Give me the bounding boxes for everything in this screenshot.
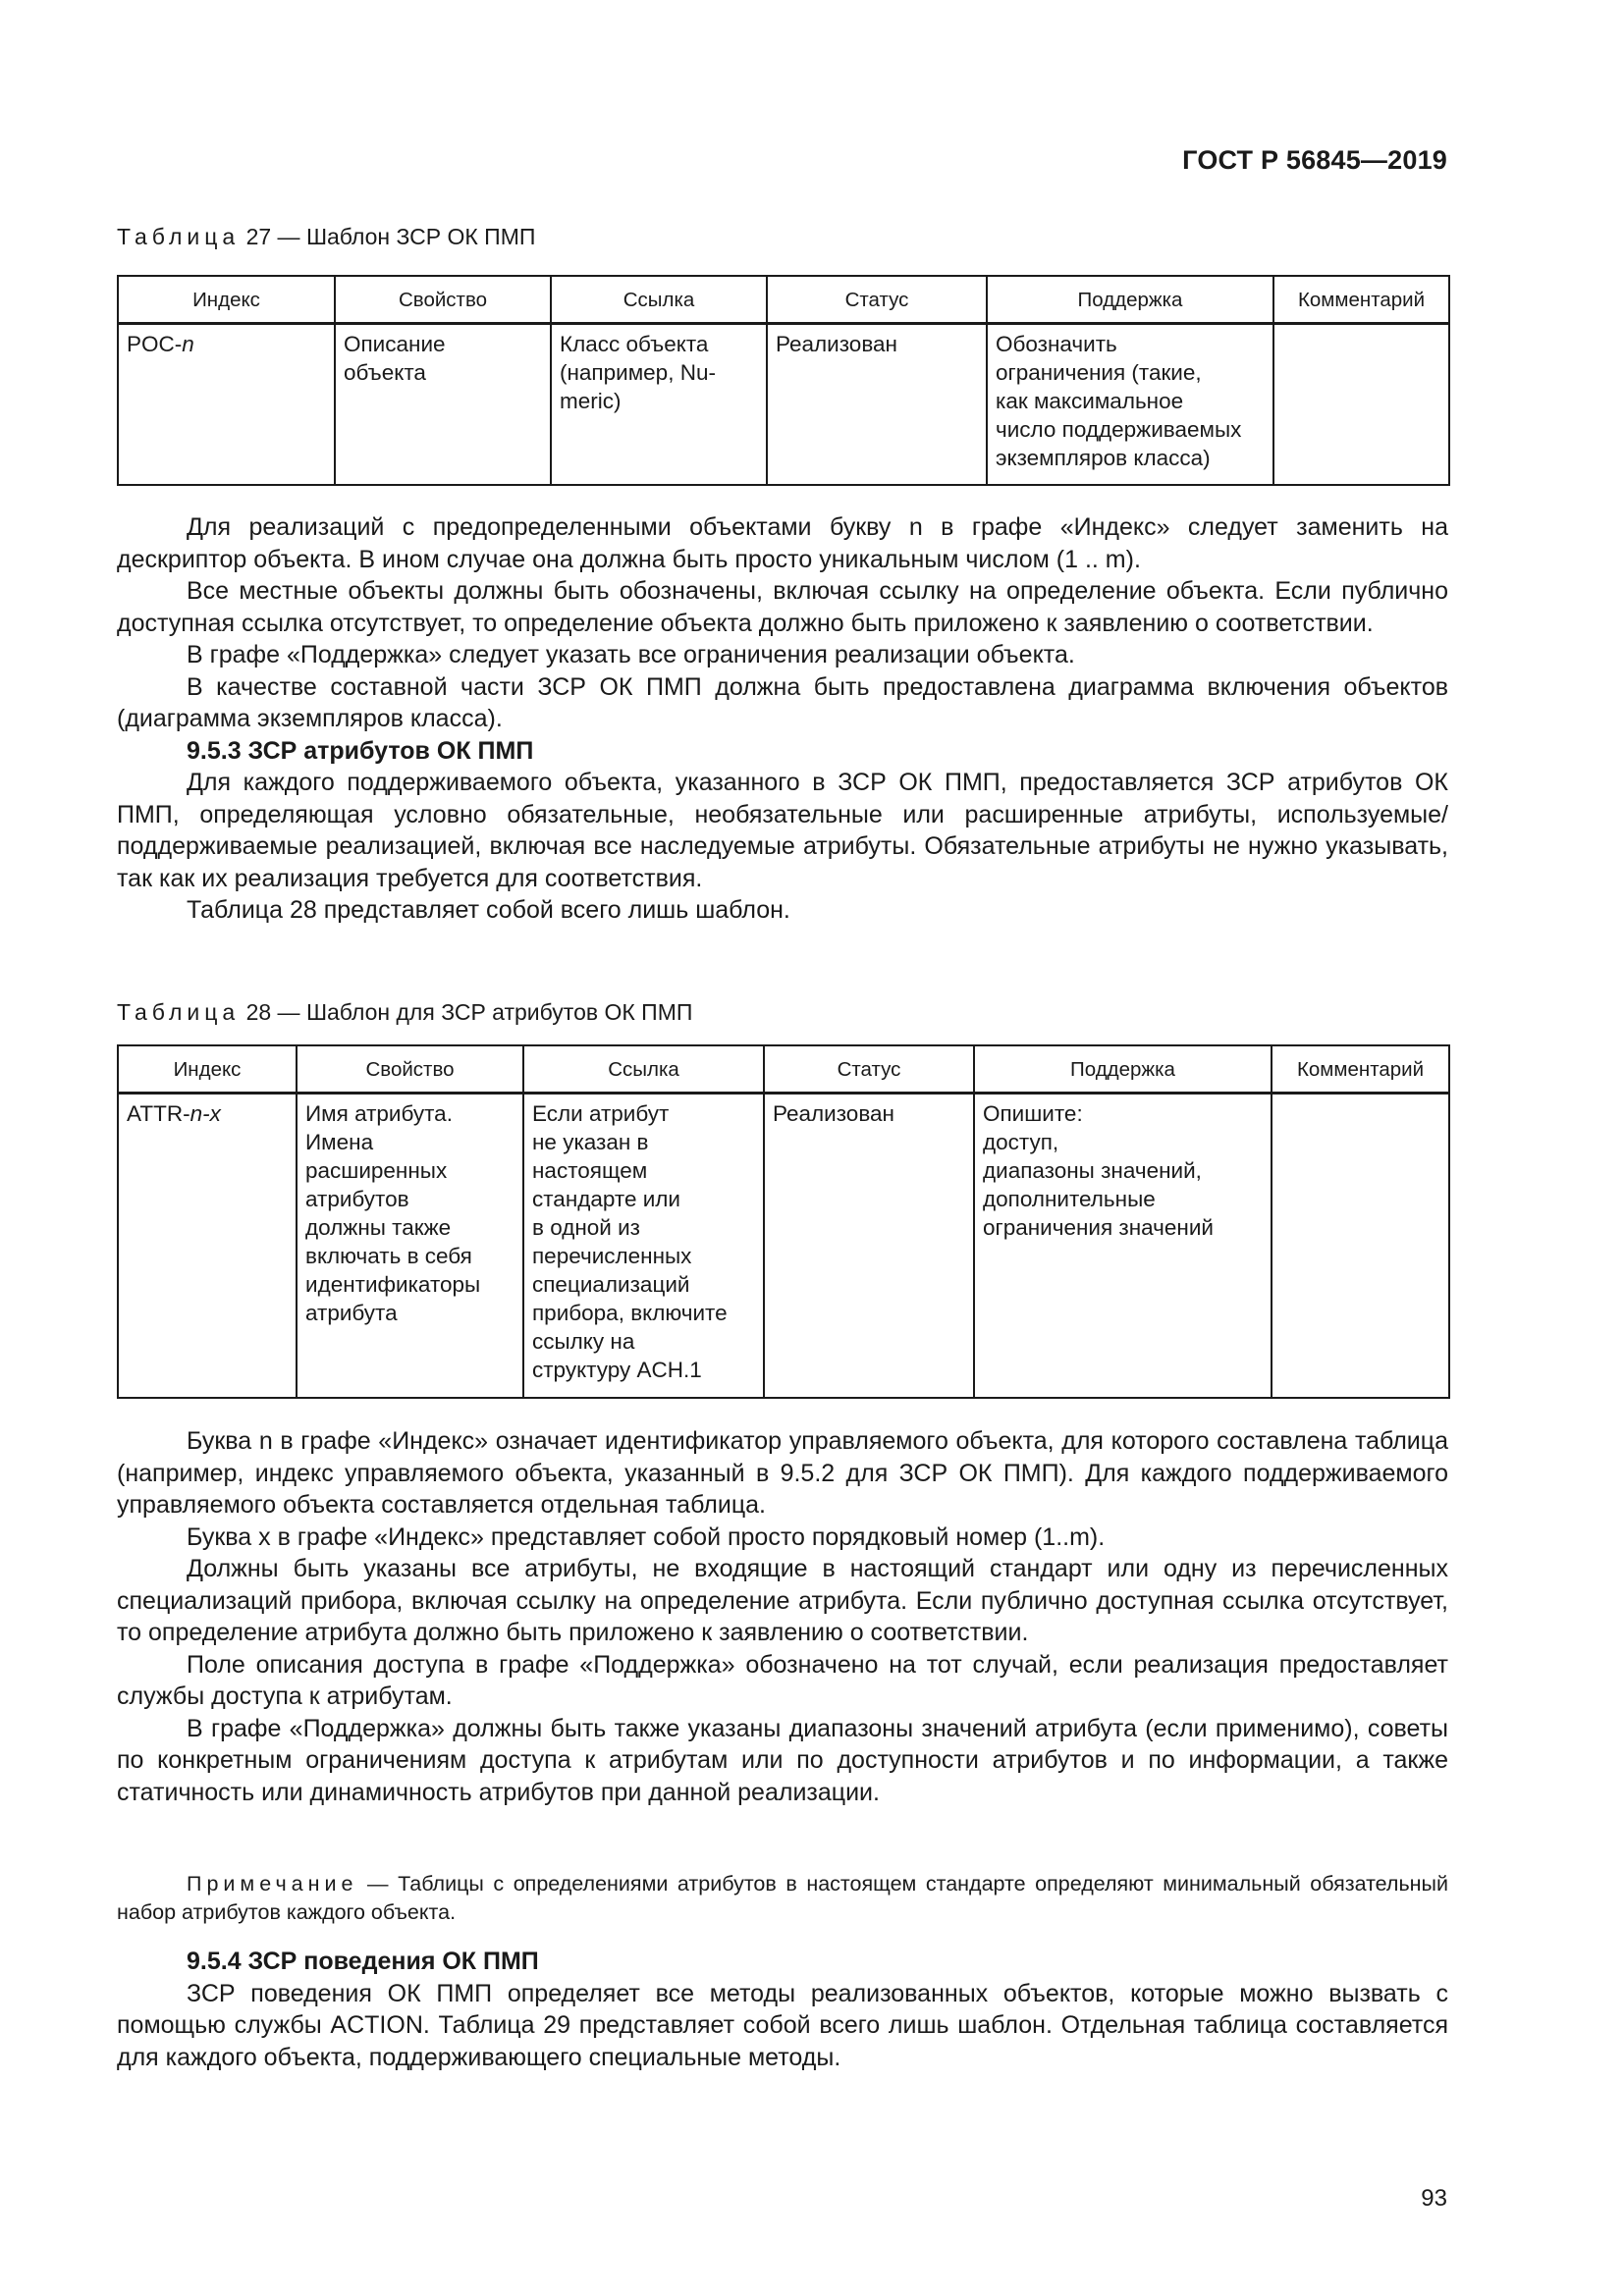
cell-line: Опишите: <box>983 1101 1083 1126</box>
cell-line: стандарте или <box>532 1187 680 1211</box>
cell-line: должны также <box>305 1215 452 1240</box>
section-heading-954: 9.5.4 ЗСР поведения ОК ПМП <box>187 1948 539 1975</box>
cell-line: не указан в <box>532 1130 649 1154</box>
cell-line: ограничения значений <box>983 1215 1214 1240</box>
paragraph: В графе «Поддержка» следует указать все ограничения реализации объекта. <box>187 641 1075 668</box>
cell-line: дополнительные <box>983 1187 1156 1211</box>
cell-line: meric) <box>560 389 622 413</box>
cell-line: Обозначить <box>996 332 1117 356</box>
cell-line: Имена <box>305 1130 374 1154</box>
table28-cell-property <box>297 1094 523 1398</box>
table28-cell-status: Реализован <box>764 1094 974 1398</box>
table28-cell-comment <box>1272 1094 1449 1398</box>
cell-line: прибора, включите <box>532 1301 728 1325</box>
paragraph: ЗСР поведения ОК ПМП определяет все методы реализованных объектов, которые можно вызвать с помощью службы ACTION. Таблица 29 представляет собой всего лишь шаблон. Отдельная таблица составляется для каждого объекта, поддерживающего специальные методы. <box>117 1979 1448 2071</box>
table27-col-reference: Ссылка <box>551 276 767 324</box>
note-lead: Примечание <box>187 1872 358 1896</box>
table28-header-row <box>118 1045 1449 1094</box>
table27-col-status: Статус <box>767 276 987 324</box>
paragraph: В качестве составной части ЗСР ОК ПМП должна быть предоставлена диаграмма включения объектов (диаграмма экземпляров класса). <box>117 672 1448 732</box>
paragraph: Все местные объекты должны быть обозначены, включая ссылку на определение объекта. Если публично доступная ссылка отсутствует, то определение объекта должно быть приложено к заявлению о соответствии. <box>117 577 1448 637</box>
table28-cell-support <box>974 1094 1272 1398</box>
table27 <box>117 275 1450 486</box>
table27-index-var: n <box>182 332 194 356</box>
section-heading-953: 9.5.3 ЗСР атрибутов ОК ПМП <box>187 736 534 765</box>
cell-line: доступ, <box>983 1130 1059 1154</box>
table28-col-index: Индекс <box>118 1045 297 1094</box>
cell-line: Описание <box>344 332 446 356</box>
cell-line: атрибута <box>305 1301 398 1325</box>
table28-col-status: Статус <box>764 1045 974 1094</box>
table27-col-comment: Комментарий <box>1273 276 1449 324</box>
note <box>117 1870 1448 1927</box>
table27-index-prefix: POC- <box>127 332 183 356</box>
table28-cell-reference <box>523 1094 764 1398</box>
cell-line: Класс объекта <box>560 332 709 356</box>
body-block-1 <box>117 511 1448 927</box>
table-row <box>118 324 1449 485</box>
table27-caption-lead: Таблица <box>117 224 241 249</box>
table28-col-reference: Ссылка <box>523 1045 764 1094</box>
body-block-2 <box>117 1425 1448 1808</box>
table-row <box>118 1094 1449 1398</box>
cell-line: число поддерживаемых <box>996 417 1242 442</box>
table28-col-support: Поддержка <box>974 1045 1272 1094</box>
paragraph: Таблица 28 представляет собой всего лишь шаблон. <box>187 896 790 924</box>
cell-line: в одной из <box>532 1215 640 1240</box>
table28-index-var: n-x <box>189 1101 221 1126</box>
document-id: ГОСТ Р 56845—2019 <box>1182 145 1447 175</box>
page-number: 93 <box>1421 2185 1447 2212</box>
cell-line: перечисленных <box>532 1244 692 1268</box>
paragraph: Для реализаций с предопределенными объектами букву n в графе «Индекс» следует заменить на дескриптор объекта. В ином случае она должна быть просто уникальным числом (1 .. m). <box>117 513 1448 573</box>
cell-line: как максимальное <box>996 389 1184 413</box>
table27-cell-support <box>987 324 1273 485</box>
cell-line: расширенных <box>305 1158 448 1183</box>
table27-header-row <box>118 276 1449 324</box>
table27-cell-reference <box>551 324 767 485</box>
table27-caption-title: 27 — Шаблон ЗСР ОК ПМП <box>240 224 536 249</box>
table27-cell-status: Реализован <box>767 324 987 485</box>
cell-line: ограничения (такие, <box>996 360 1202 385</box>
table28-caption <box>117 999 692 1026</box>
table28-index-prefix: ATTR- <box>127 1101 190 1126</box>
table27-col-index: Индекс <box>118 276 335 324</box>
cell-line: объекта <box>344 360 426 385</box>
cell-line: структуру ACH.1 <box>532 1358 702 1382</box>
table28-col-property: Свойство <box>297 1045 523 1094</box>
paragraph: Для каждого поддерживаемого объекта, указанного в ЗСР ОК ПМП, предоставляется ЗСР атрибутов ОК ПМП, определяющая условно обязательные, необязательные или расширенные атрибуты, используемые/поддерживаемые реализацией, включая все наследуемые атрибуты. Обязательные атрибуты не нужно указывать, так как их реализация требуется для соответствия. <box>117 769 1448 892</box>
table27-cell-comment <box>1273 324 1449 485</box>
cell-line: Если атрибут <box>532 1101 670 1126</box>
table27-cell-property <box>335 324 551 485</box>
cell-line: включать в себя <box>305 1244 472 1268</box>
cell-line: специализаций <box>532 1272 690 1297</box>
cell-line: атрибутов <box>305 1187 409 1211</box>
cell-line: экземпляров класса) <box>996 446 1211 470</box>
cell-line: диапазоны значений, <box>983 1158 1202 1183</box>
table27-col-property: Свойство <box>335 276 551 324</box>
paragraph: Поле описания доступа в графе «Поддержка» обозначено на тот случай, если реализация предоставляет службы доступа к атрибутам. <box>117 1650 1448 1710</box>
paragraph: Буква x в графе «Индекс» представляет собой просто порядковый номер (1..m). <box>187 1522 1106 1551</box>
cell-line: настоящем <box>532 1158 648 1183</box>
note-text: — Таблицы с определениями атрибутов в настоящем стандарте определяют минимальный обязательный набор атрибутов каждого объекта. <box>117 1872 1448 1924</box>
table28-col-comment: Комментарий <box>1272 1045 1449 1094</box>
cell-line: ссылку на <box>532 1329 635 1354</box>
table28-caption-title: 28 — Шаблон для ЗСР атрибутов ОК ПМП <box>240 999 693 1025</box>
body-block-3 <box>117 1946 1448 2073</box>
paragraph: Буква n в графе «Индекс» означает идентификатор управляемого объекта, для которого составлена таблица (например, индекс управляемого объекта, указанный в 9.5.2 для ЗСР ОК ПМП). Для каждого поддерживаемого управляемого объекта составляется отдельная таблица. <box>117 1427 1448 1519</box>
paragraph: В графе «Поддержка» должны быть также указаны диапазоны значений атрибута (если применимо), советы по конкретным ограничениям доступа к атрибутам или по доступности атрибутов и по информации, а также статичность или динамичность атрибутов при данной реализации. <box>117 1714 1448 1806</box>
table28 <box>117 1044 1450 1399</box>
paragraph: Должны быть указаны все атрибуты, не входящие в настоящий стандарт или одну из перечисленных специализаций прибора, включая ссылку на определение атрибута. Если публично доступная ссылка отсутствует, то определение атрибута должно быть приложено к заявлению о соответствии. <box>117 1555 1448 1646</box>
table27-caption <box>117 224 535 250</box>
cell-line: Имя атрибута. <box>305 1101 453 1126</box>
table27-cell-index <box>118 324 335 485</box>
cell-line: (например, Nu- <box>560 360 716 385</box>
table28-cell-index <box>118 1094 297 1398</box>
table28-caption-lead: Таблица <box>117 999 241 1025</box>
table27-col-support: Поддержка <box>987 276 1273 324</box>
cell-line: идентификаторы <box>305 1272 481 1297</box>
